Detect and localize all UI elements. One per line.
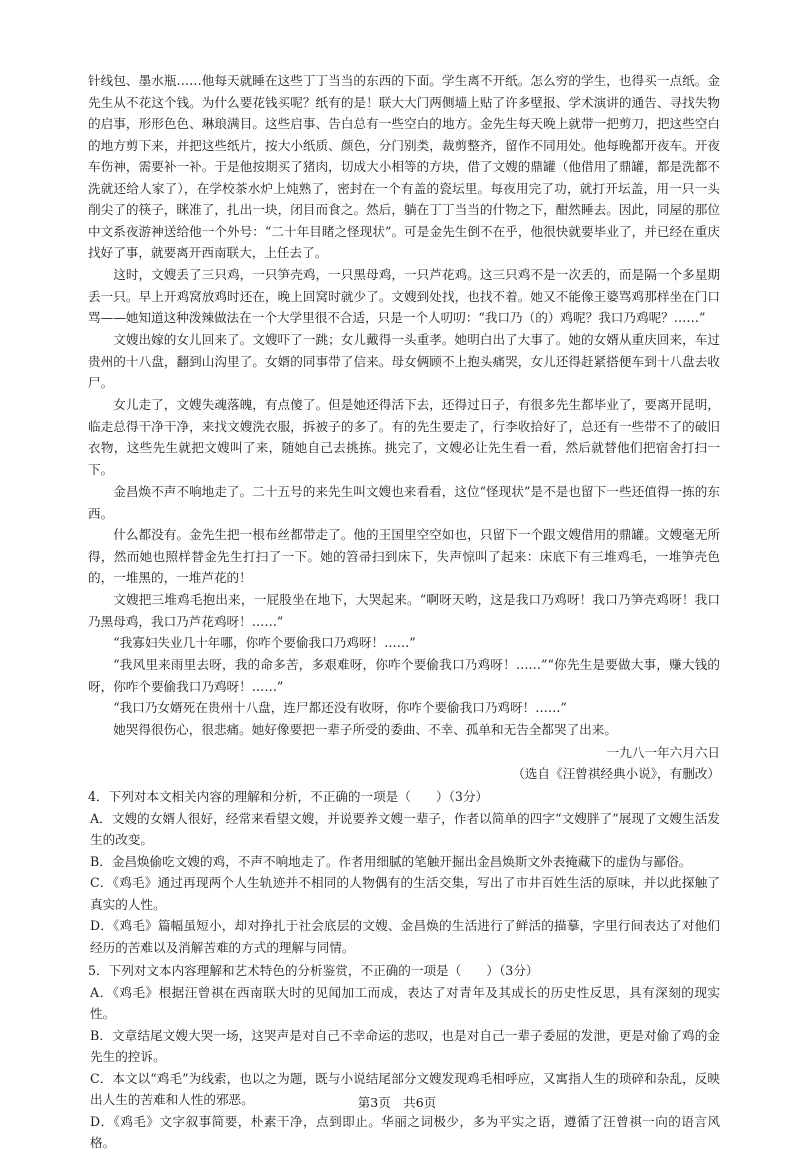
story-source: （选自《汪曾祺经典小说》，有删改）	[512, 766, 720, 781]
question-5-option-b: B．文章结尾文嫂大哭一场，这哭声是对自己不幸命运的悲叹，也是对自己一辈子委屈的发泄，更是对偷了鸡的金先生的控诉。	[90, 1027, 720, 1064]
question-5-option-c: C．本文以“鸡毛”为线索，也以之为题，既与小说结尾部分文嫂发现鸡毛相呼应，又寓指人生的琐碎和杂乱，反映出人生的苦难和人性的邪恶。	[90, 1070, 720, 1107]
story-paragraph-10: “我口乃女婿死在贵州十八盘，连尸都还没有收呀，你咋个要偷我口乃鸡呀！……”	[113, 700, 567, 715]
page-footer: 第3页 共6页	[357, 1095, 437, 1110]
story-paragraph-5: 金昌焕不声不响地走了。二十五号的来先生叫文嫂也来看看，这位“怪现状”是不是也留下一些还值得一拣的东西。	[88, 484, 720, 521]
question-4-stem: 4．下列对本文相关内容的理解和分析，不正确的一项是（ ）（3分）	[88, 789, 489, 804]
story-paragraph-3: 文嫂出嫁的女儿回来了。文嫂吓了一跳；女儿戴得一头重孝。她明白出了大事了。她的女婿从重庆回来，车过贵州的十八盘，翻到山沟里了。女婿的同事带了信来。母女俩顾不上抱头痛哭，女儿还得赶紧搭便车到十八盘去收尸。	[88, 332, 720, 390]
question-5	[88, 960, 720, 1154]
story-paragraph-1: 针线包、墨水瓶……他每天就睡在这些丁丁当当的东西的下面。学生离不开纸。怎么穷的学生，也得买一点纸。金先生从不花这个钱。为什么要花钱买呢？纸有的是！联大大门两侧墙上贴了许多壁报、学术演讲的通告、寻找失物的启事，形形色色、琳琅满目。这些启事、告白总有一些空白的地方。金先生每天晚上就带一把剪刀，把这些空白的地方剪下来，并把这些纸片，按大小纸质、颜色，分门别类，裁剪整齐，留作不同用处。他每晚都开夜车。开夜车伤神，需要补一补。于是他按期买了猪肉，切成大小相等的方块，借了文嫂的鼎罐（他借用了鼎罐，都是洗都不洗就还给人家了），在学校茶水炉上炖熟了，密封在一个有盖的瓷坛里。每夜用完了功，就打开坛盖，用一只一头削尖了的筷子，眯准了，扎出一块，闭目而食之。然后，躺在丁丁当当的什物之下，酣然睡去。因此，同屋的那位中文系夜游神送给他一个外号：“二十年目睹之怪现状”。可是金先生倒不在乎，他很快就要毕业了，并已经在重庆找好了事，就要离开西南联大，上任去了。	[88, 73, 720, 260]
question-5-option-d: D．《鸡毛》文字叙事简要，朴素干净，点到即止。华丽之词极少，多为平实之语，遵循了汪曾祺一向的语言风格。	[90, 1113, 720, 1150]
story-paragraph-4: 女儿走了，文嫂失魂落魄，有点傻了。但是她还得活下去，还得过日子，有很多先生都毕业了，要离开昆明，临走总得干净干净，来找文嫂洗衣服，拆被子的多了。有的先生要走了，行李收拾好了，总还有一些带不了的破旧衣物，这些先生就把文嫂叫了来，随她自己去挑拣。挑完了，文嫂必让先生看一看，然后就替他们把宿舍打扫一下。	[88, 397, 720, 477]
story-date: 一九八一年六月六日	[606, 745, 720, 760]
story-paragraph-9: “我风里来雨里去呀，我的命多苦，多艰难呀，你咋个要偷我口乃鸡呀！……”“你先生是要做大事，赚大钱的呀，你咋个要偷我口乃鸡呀！……”	[88, 657, 720, 694]
story-paragraph-7: 文嫂把三堆鸡毛抱出来，一屁股坐在地下，大哭起来。“啊呀天哟，这是我口乃鸡呀！我口乃笋壳鸡呀！我口乃黑母鸡，我口乃芦花鸡呀！……”	[88, 592, 720, 629]
question-4-option-a: A．文嫂的女婿人很好，经常来看望文嫂，并说要养文嫂一辈子，作者以简单的四字“文嫂胖了”展现了文嫂生活发生的改变。	[90, 810, 720, 847]
story-paragraph-6: 什么都没有。金先生把一根布丝都带走了。他的王国里空空如也，只留下一个跟文嫂借用的鼎罐。文嫂毫无所得，然而她也照样替金先生打扫了一下。她的笤帚扫到床下，失声惊叫了起来：床底下有三堆鸡毛，一堆笋壳色的，一堆黑的，一堆芦花的！	[88, 527, 720, 585]
question-5-option-a: A．《鸡毛》根据汪曾祺在西南联大时的见闻加工而成，表达了对青年及其成长的历史性反思，具有深刻的现实性。	[90, 984, 720, 1021]
question-4-option-d: D．《鸡毛》篇幅虽短小，却对挣扎于社会底层的文嫂、金昌焕的生活进行了鲜活的描摹，字里行间表达了对他们经历的苦难以及消解苦难的方式的理解与同情。	[90, 918, 720, 955]
story-paragraph-8: “我寡妇失业几十年哪，你咋个要偷我口乃鸡呀！……”	[113, 635, 416, 650]
question-4-option-c: C．《鸡毛》通过再现两个人生轨迹并不相同的人物偶有的生活交集，写出了市井百姓生活的原味，并以此探触了真实的人性。	[90, 875, 720, 912]
question-5-stem: 5．下列对文本内容理解和艺术特色的分析鉴赏，不正确的一项是（ ）（3分）	[88, 963, 539, 978]
question-4	[88, 786, 720, 958]
story-paragraph-2: 这时，文嫂丢了三只鸡，一只笋壳鸡，一只黑母鸡，一只芦花鸡。这三只鸡不是一次丢的，而是隔一个多星期丢一只。早上开鸡窝放鸡时还在，晚上回窝时就少了。文嫂到处找，也找不着。她又不能像王婆骂鸡那样坐在门口骂——她知道这种泼辣做法在一个大学里很不合适，只是一个人叨叨：“我口乃（的）鸡呢？我口乃鸡呢？……”	[88, 267, 720, 325]
story-paragraph-11: 她哭得很伤心，很悲痛。她好像要把一辈子所受的委曲、不幸、孤单和无告全都哭了出来。	[113, 722, 617, 737]
question-4-option-b: B．金昌焕偷吃文嫂的鸡，不声不响地走了。作者用细腻的笔触开掘出金昌焕斯文外表掩藏下的虚伪与鄙俗。	[90, 853, 692, 869]
